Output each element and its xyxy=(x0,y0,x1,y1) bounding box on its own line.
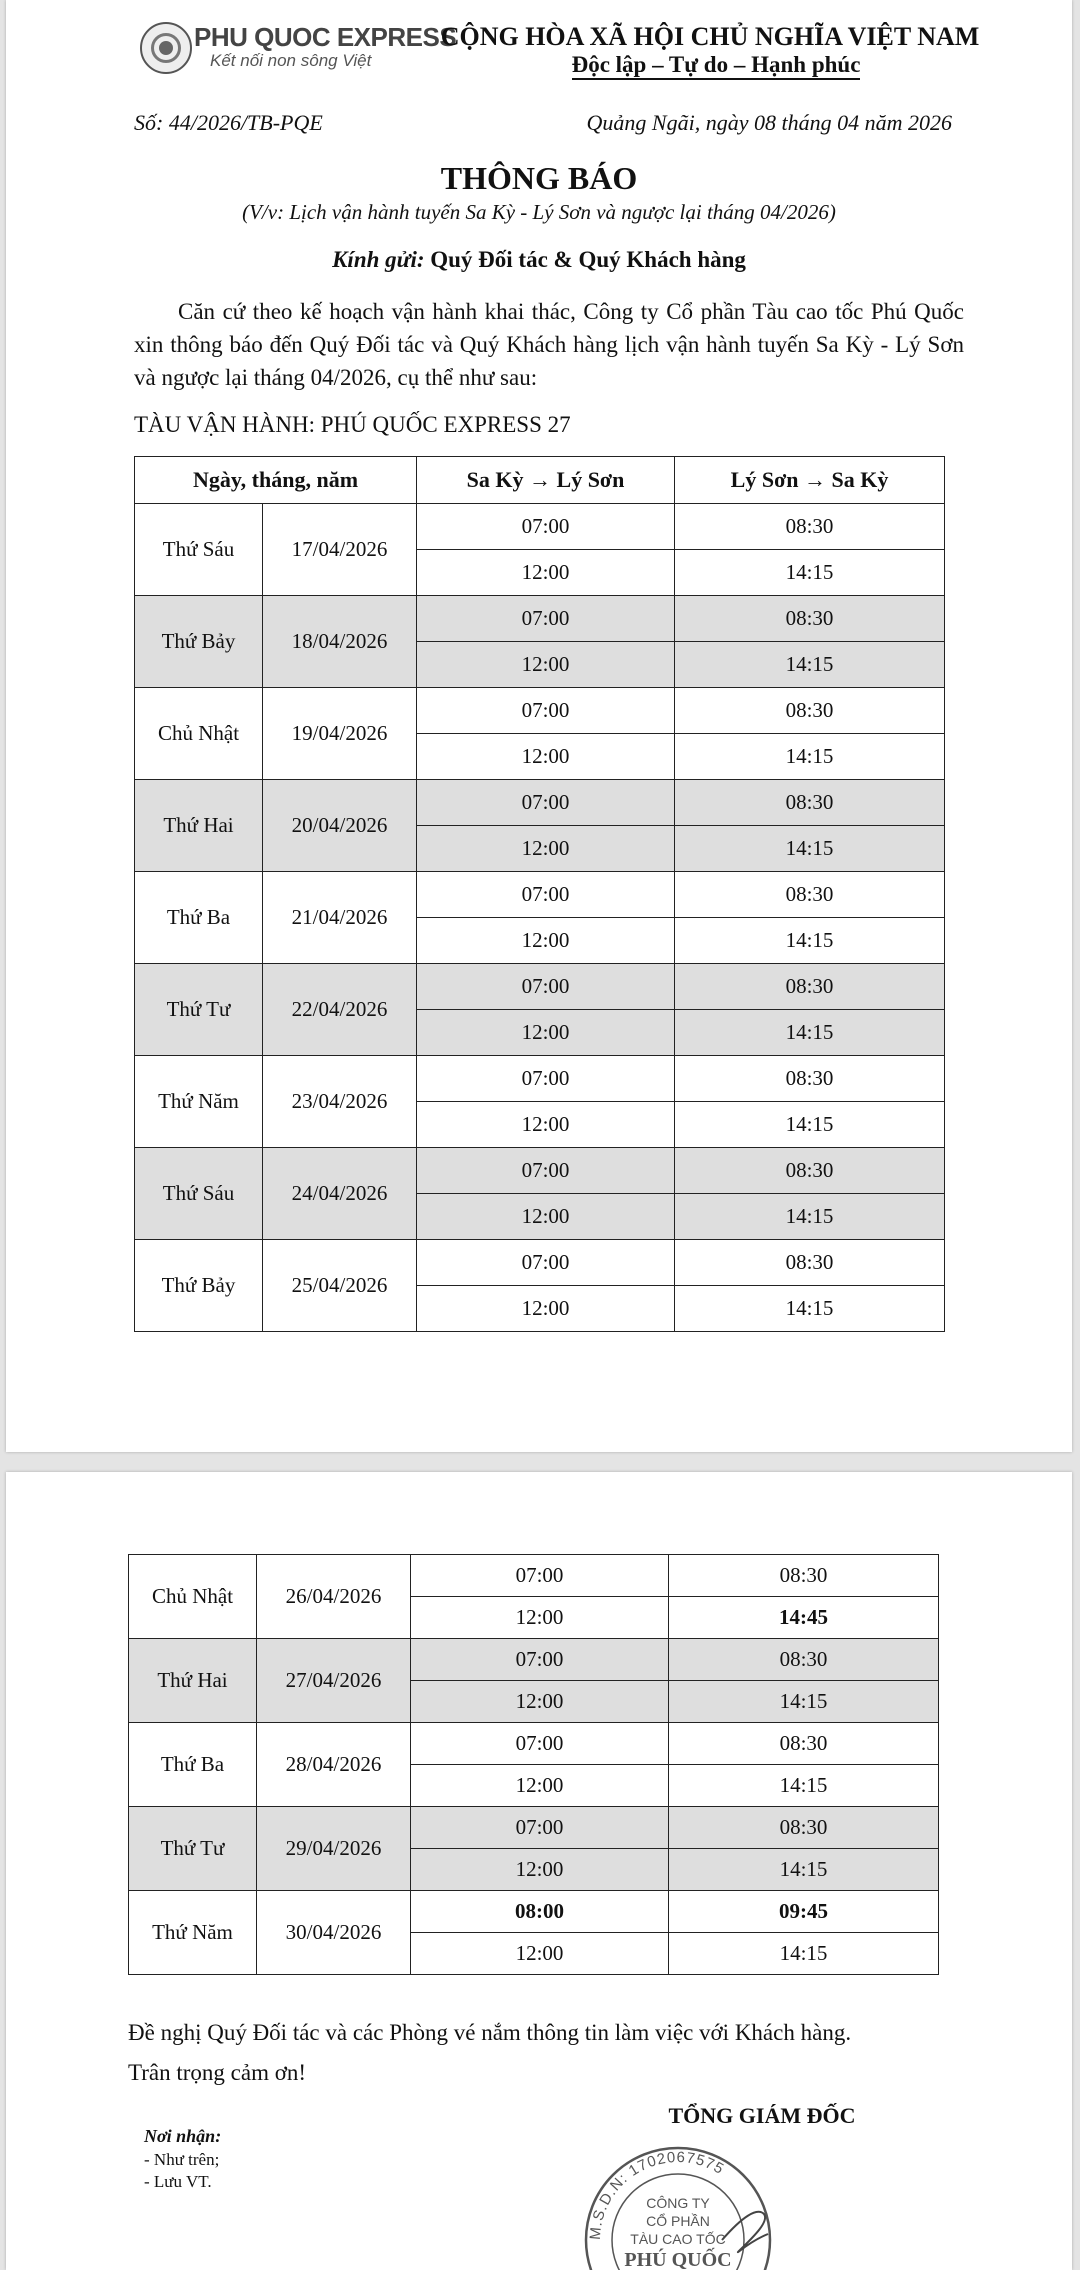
notice-title: THÔNG BÁO xyxy=(440,160,638,196)
return-time: 14:15 xyxy=(675,826,945,872)
return-time: 14:15 xyxy=(669,1849,939,1891)
outbound-time: 12:00 xyxy=(417,1286,675,1332)
return-time: 08:30 xyxy=(675,1148,945,1194)
return-time: 08:30 xyxy=(675,872,945,918)
vessel-name: TÀU VẬN HÀNH: PHÚ QUỐC EXPRESS 27 xyxy=(134,412,571,437)
day-of-week: Thứ Năm xyxy=(135,1056,263,1148)
day-of-week: Chủ Nhật xyxy=(135,688,263,780)
trip-date: 28/04/2026 xyxy=(257,1723,411,1807)
day-of-week: Thứ Tư xyxy=(129,1807,257,1891)
recipient-item: - Như trên; xyxy=(144,2150,220,2169)
day-of-week: Thứ Tư xyxy=(135,964,263,1056)
day-of-week: Thứ Bảy xyxy=(135,1240,263,1332)
closing-request: Đề nghị Quý Đối tác và các Phòng vé nắm thông tin làm việc với Khách hàng. xyxy=(128,2020,852,2045)
outbound-time: 12:00 xyxy=(411,1933,669,1975)
schedule-row xyxy=(135,1056,945,1102)
recipients-label: Nơi nhận: xyxy=(144,2126,222,2146)
outbound-time: 12:00 xyxy=(411,1597,669,1639)
day-of-week: Thứ Bảy xyxy=(135,596,263,688)
return-time: 14:15 xyxy=(675,918,945,964)
logo-emblem-icon xyxy=(140,22,192,74)
schedule-row xyxy=(135,1240,945,1286)
outbound-time: 07:00 xyxy=(417,780,675,826)
header-outbound: Sa Kỳ → Lý Sơn xyxy=(417,457,675,504)
notice-subject: (V/v: Lịch vận hành tuyến Sa Kỳ - Lý Sơn và ngược lại tháng 04/2026) xyxy=(242,200,836,224)
greeting-line xyxy=(6,247,1072,273)
outbound-time: 12:00 xyxy=(417,1010,675,1056)
outbound-time: 08:00 xyxy=(411,1891,669,1933)
return-time: 08:30 xyxy=(669,1807,939,1849)
schedule-row xyxy=(135,504,945,550)
trip-date: 17/04/2026 xyxy=(263,504,417,596)
outbound-time: 07:00 xyxy=(411,1639,669,1681)
outbound-time: 07:00 xyxy=(417,688,675,734)
day-of-week: Thứ Ba xyxy=(135,872,263,964)
outbound-time: 07:00 xyxy=(417,1056,675,1102)
outbound-time: 07:00 xyxy=(417,1148,675,1194)
trip-date: 22/04/2026 xyxy=(263,964,417,1056)
return-time: 14:15 xyxy=(675,550,945,596)
outbound-time: 12:00 xyxy=(411,1681,669,1723)
header-date: Ngày, tháng, năm xyxy=(135,457,417,504)
return-time: 08:30 xyxy=(675,1056,945,1102)
trip-date: 21/04/2026 xyxy=(263,872,417,964)
return-time: 08:30 xyxy=(675,780,945,826)
return-time: 14:15 xyxy=(669,1681,939,1723)
schedule-row xyxy=(135,872,945,918)
outbound-time: 12:00 xyxy=(417,734,675,780)
outbound-time: 12:00 xyxy=(417,1194,675,1240)
return-time: 08:30 xyxy=(675,688,945,734)
day-of-week: Thứ Sáu xyxy=(135,1148,263,1240)
stamp-line-1: CÔNG TY xyxy=(646,2195,710,2211)
outbound-time: 07:00 xyxy=(417,596,675,642)
return-time: 14:15 xyxy=(675,734,945,780)
document-number: Số: 44/2026/TB-PQE xyxy=(134,110,323,135)
return-time: 14:15 xyxy=(675,1010,945,1056)
trip-date: 29/04/2026 xyxy=(257,1807,411,1891)
return-time: 09:45 xyxy=(669,1891,939,1933)
schedule-row xyxy=(135,964,945,1010)
company-logo xyxy=(140,18,457,78)
schedule-row xyxy=(135,780,945,826)
outbound-time: 12:00 xyxy=(417,826,675,872)
return-time: 14:15 xyxy=(669,1765,939,1807)
outbound-time: 12:00 xyxy=(411,1765,669,1807)
trip-date: 30/04/2026 xyxy=(257,1891,411,1975)
outbound-time: 07:00 xyxy=(411,1555,669,1597)
header-return: Lý Sơn → Sa Kỳ xyxy=(675,457,945,504)
outbound-time: 07:00 xyxy=(417,504,675,550)
stamp-line-3: TÀU CAO TỐC xyxy=(630,2231,726,2247)
company-name: PHU QUOC EXPRESS xyxy=(194,22,457,52)
return-time: 08:30 xyxy=(669,1639,939,1681)
schedule-row xyxy=(129,1891,939,1933)
return-time: 08:30 xyxy=(669,1723,939,1765)
schedule-row xyxy=(129,1723,939,1765)
return-time: 14:15 xyxy=(675,1194,945,1240)
notice-body: Căn cứ theo kế hoạch vận hành khai thác, Công ty Cổ phần Tàu cao tốc Phú Quốc xin thông báo đến Quý Đối tác và Quý Khách hàng lịch vận hành tuyến Sa Kỳ - Lý Sơn và ngược lại tháng 04/2026, cụ thể như sau: xyxy=(134,299,964,390)
outbound-time: 07:00 xyxy=(417,1240,675,1286)
company-slogan: Kết nối non sông Việt xyxy=(210,51,372,70)
stamp-line-4: PHÚ QUỐC xyxy=(624,2249,732,2270)
day-of-week: Thứ Hai xyxy=(129,1639,257,1723)
return-time: 08:30 xyxy=(675,1240,945,1286)
schedule-row xyxy=(129,1639,939,1681)
nation-title: CỘNG HÒA XÃ HỘI CHỦ NGHĨA VIỆT NAM xyxy=(440,22,980,51)
trip-date: 25/04/2026 xyxy=(263,1240,417,1332)
trip-date: 24/04/2026 xyxy=(263,1148,417,1240)
day-of-week: Chủ Nhật xyxy=(129,1555,257,1639)
schedule-row xyxy=(135,596,945,642)
stamp-line-2: CỔ PHẦN xyxy=(646,2213,710,2229)
schedule-row xyxy=(135,1148,945,1194)
schedule-row xyxy=(135,688,945,734)
outbound-time: 12:00 xyxy=(417,642,675,688)
outbound-time: 07:00 xyxy=(417,872,675,918)
schedule-table-page-1 xyxy=(134,456,945,1332)
outbound-time: 12:00 xyxy=(417,918,675,964)
place-and-date: Quảng Ngãi, ngày 08 tháng 04 năm 2026 xyxy=(586,110,952,135)
return-time: 08:30 xyxy=(675,504,945,550)
day-of-week: Thứ Năm xyxy=(129,1891,257,1975)
trip-date: 19/04/2026 xyxy=(263,688,417,780)
document-page-1 xyxy=(6,0,1072,1452)
day-of-week: Thứ Sáu xyxy=(135,504,263,596)
return-time: 14:45 xyxy=(669,1597,939,1639)
day-of-week: Thứ Ba xyxy=(129,1723,257,1807)
return-time: 14:15 xyxy=(675,642,945,688)
national-motto: Độc lập – Tự do – Hạnh phúc xyxy=(436,52,996,78)
return-time: 08:30 xyxy=(669,1555,939,1597)
outbound-time: 12:00 xyxy=(411,1849,669,1891)
outbound-time: 12:00 xyxy=(417,550,675,596)
closing-thanks: Trân trọng cảm ơn! xyxy=(128,2060,307,2085)
recipient-item: - Lưu VT. xyxy=(144,2172,212,2191)
company-stamp xyxy=(572,2122,772,2270)
return-time: 08:30 xyxy=(675,964,945,1010)
return-time: 08:30 xyxy=(675,596,945,642)
trip-date: 27/04/2026 xyxy=(257,1639,411,1723)
trip-date: 20/04/2026 xyxy=(263,780,417,872)
schedule-table-page-2 xyxy=(128,1554,939,1975)
greeting-label: Kính gửi: xyxy=(332,247,425,272)
trip-date: 26/04/2026 xyxy=(257,1555,411,1639)
stamp-seal-icon xyxy=(572,2122,772,2270)
outbound-time: 07:00 xyxy=(411,1723,669,1765)
trip-date: 18/04/2026 xyxy=(263,596,417,688)
trip-date: 23/04/2026 xyxy=(263,1056,417,1148)
return-time: 14:15 xyxy=(669,1933,939,1975)
schedule-row xyxy=(129,1807,939,1849)
return-time: 14:15 xyxy=(675,1102,945,1148)
outbound-time: 07:00 xyxy=(417,964,675,1010)
outbound-time: 07:00 xyxy=(411,1807,669,1849)
stamp-tax-code: M.S.D.N: 1702067575 xyxy=(586,2148,728,2241)
schedule-row xyxy=(129,1555,939,1597)
outbound-time: 12:00 xyxy=(417,1102,675,1148)
greeting-recipients: Quý Đối tác & Quý Khách hàng xyxy=(430,247,746,272)
signer-title: TỔNG GIÁM ĐỐC xyxy=(668,2103,856,2128)
day-of-week: Thứ Hai xyxy=(135,780,263,872)
return-time: 14:15 xyxy=(675,1286,945,1332)
